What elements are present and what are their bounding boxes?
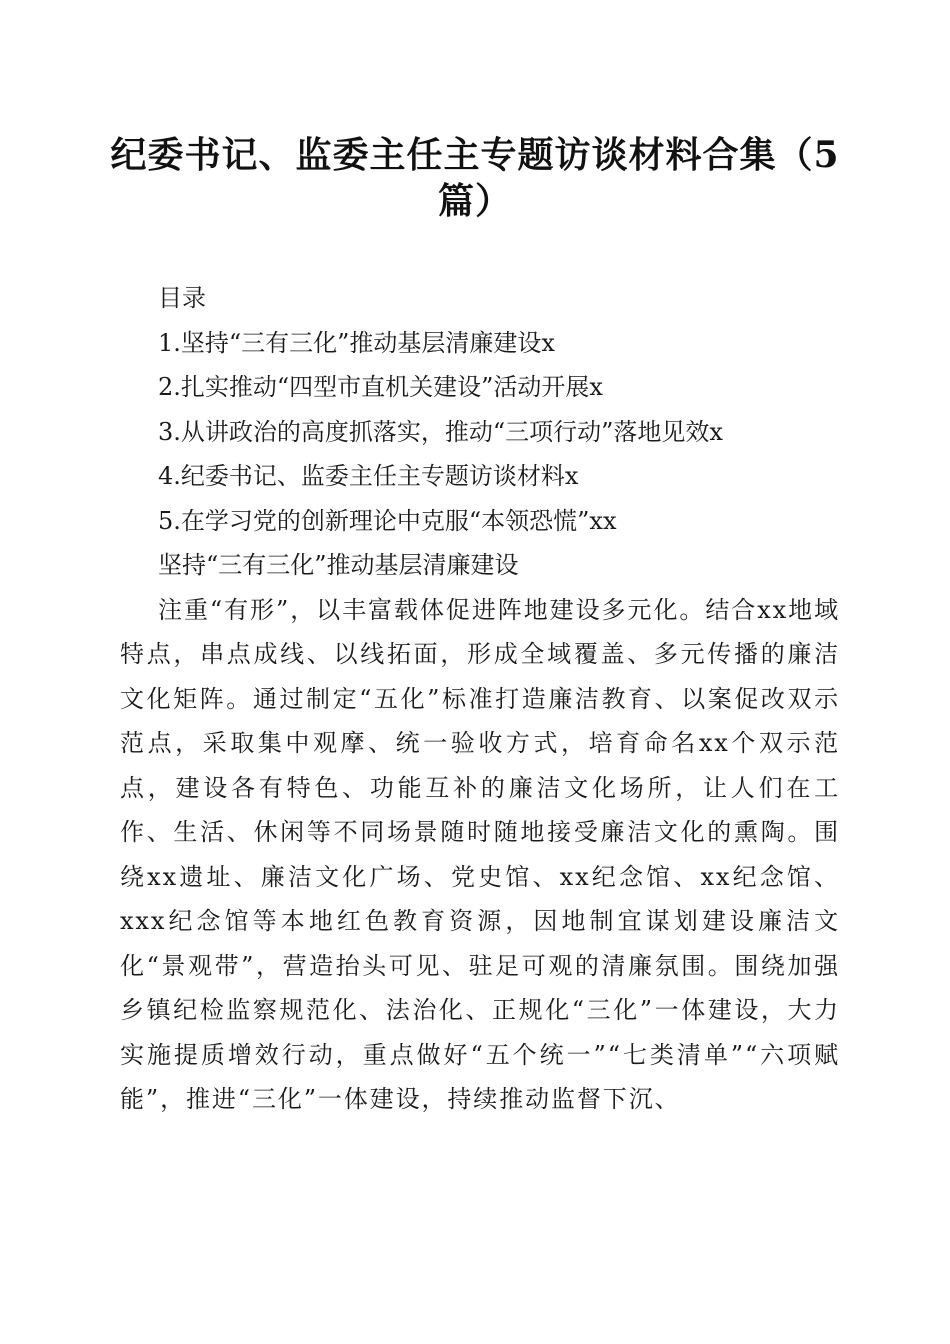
toc-item: 3.从讲政治的高度抓落实，推动“三项行动”落地见效x — [158, 417, 723, 446]
toc-heading: 目录 — [158, 284, 206, 312]
document-body — [120, 276, 840, 1122]
toc-item: 2.扎实推动“四型市直机关建设”活动开展x — [158, 373, 603, 401]
document-title: 纪委书记、监委主任主专题访谈材料合集（5篇） — [110, 134, 840, 222]
toc-item: 4.纪委书记、监委主任主专题访谈材料x — [158, 462, 579, 490]
body-paragraph: 注重“有形”，以丰富载体促进阵地建设多元化。结合xx地域特点，串点成线、以线拓面，形成全域覆盖、多元传播的廉洁文化矩阵。通过制定“五化”标准打造廉洁教育、以案促改双示范点，采取集中观摩、统一验收方式，培育命名xx个双示范点，建设各有特色、功能互补的廉洁文化场所，让人们在工作、生活、休闲等不同场景随时随地接受廉洁文化的熏陶。围绕xx遗址、廉洁文化广场、党史馆、xx纪念馆、xx纪念馆、xxx纪念馆等本地红色教育资源，因地制宜谋划建设廉洁文化“景观带”，营造抬头可见、驻足可观的清廉氛围。围绕加强乡镇纪检监察规范化、法治化、正规化“三化”一体建设，大力实施提质增效行动，重点做好“五个统一”“七类清单”“六项赋能”，推进“三化”一体建设，持续推动监督下沉、 — [120, 595, 840, 1113]
section-heading: 坚持“三有三化”推动基层清廉建设 — [158, 551, 519, 579]
toc-item: 1.坚持“三有三化”推动基层清廉建设x — [158, 328, 555, 357]
toc-item: 5.在学习党的创新理论中克服“本领恐慌”xx — [158, 506, 617, 535]
